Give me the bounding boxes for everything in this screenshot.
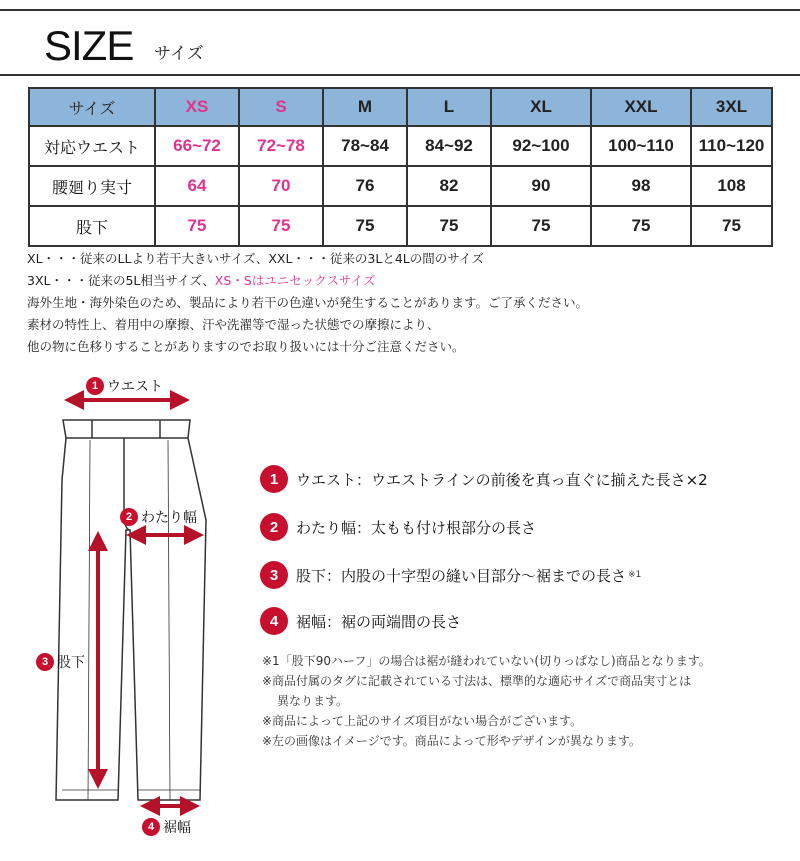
size-header-m: M (323, 88, 407, 126)
table-cell: 75 (323, 206, 407, 246)
table-cell: 100~110 (591, 126, 691, 166)
legend-term: ウエスト (296, 470, 357, 489)
footnote: ※1「股下90ハーフ」の場合は裾が縫われていない(切りっぱなし)商品となります。 (262, 654, 711, 668)
size-notes (27, 248, 588, 358)
top-rule (0, 9, 800, 11)
legend-desc: ：ウエストラインの前後を真っ直ぐに揃えた長さ×2 (356, 470, 708, 489)
table-cell: 84~92 (407, 126, 491, 166)
table-row (29, 166, 772, 206)
footnote: ※左の画像はイメージです。商品によって形やデザインが異なります。 (262, 734, 641, 748)
row-label: 対応ウエスト (29, 126, 155, 166)
size-header-xl: XL (491, 88, 591, 126)
diagram-label-text: ウエスト (107, 379, 163, 395)
legend-item (260, 561, 641, 589)
diagram-label-text: 股下 (57, 655, 85, 671)
legend-footnote-ref: ※1 (628, 570, 642, 580)
table-cell: 75 (155, 206, 239, 246)
note-line: XL・・・従来のLLより若干大きいサイズ、XXL・・・従来の3Lと4Lの間のサイズ (27, 251, 484, 266)
table-cell: 90 (491, 166, 591, 206)
table-cell: 72~78 (239, 126, 323, 166)
table-cell: 92~100 (491, 126, 591, 166)
number-badge: 4 (260, 607, 288, 635)
legend-term: 裾幅 (296, 612, 327, 631)
footnote: ※商品によって上記のサイズ項目がない場合がございます。 (262, 714, 583, 728)
table-cell: 66~72 (155, 126, 239, 166)
title-rule (0, 74, 800, 76)
legend-desc: ：内股の十字型の縫い目部分～裾までの長さ (326, 566, 627, 585)
table-row (29, 126, 772, 166)
pants-diagram (0, 360, 250, 860)
legend-item (260, 465, 708, 493)
table-cell: 64 (155, 166, 239, 206)
diagram-label-inseam (36, 652, 85, 672)
table-cell: 108 (691, 166, 772, 206)
table-cell: 98 (591, 166, 691, 206)
table-cell: 75 (239, 206, 323, 246)
table-cell: 75 (591, 206, 691, 246)
pants-outline (56, 420, 206, 800)
table-cell: 82 (407, 166, 491, 206)
row-label: 股下 (29, 206, 155, 246)
legend-desc: ：裾の両端間の長さ (326, 612, 462, 631)
number-badge: 2 (260, 513, 288, 541)
table-row (29, 206, 772, 246)
page-title: SIZE (44, 22, 134, 69)
footnote: ※商品付属のタグに記載されている寸法は、標準的な適応サイズで商品実寸とは (262, 674, 692, 688)
size-header-xs: XS (155, 88, 239, 126)
table-header-label: サイズ (29, 88, 155, 126)
unisex-note: XS・Sはユニセックスサイズ (214, 273, 376, 288)
table-cell: 70 (239, 166, 323, 206)
table-cell: 75 (491, 206, 591, 246)
legend-desc: ：太もも付け根部分の長さ (356, 518, 537, 537)
table-cell: 78~84 (323, 126, 407, 166)
note-line: 海外生地・海外染色のため、製品により若干の色違いが発生することがあります。ご了承ください。 (27, 295, 589, 310)
diagram-label-waist (86, 376, 163, 396)
page-subtitle: サイズ (154, 44, 204, 64)
number-badge: 4 (142, 818, 160, 836)
table-cell: 76 (323, 166, 407, 206)
table-cell: 110~120 (691, 126, 772, 166)
size-header-xxl: XXL (591, 88, 691, 126)
note-text: 3XL・・・従来の5L相当サイズ、 (27, 273, 215, 288)
note-line (27, 270, 588, 292)
diagram-label-text: 裾幅 (163, 820, 191, 836)
number-badge: 1 (260, 465, 288, 493)
legend-term: 股下 (296, 566, 327, 585)
footnotes (262, 651, 711, 751)
row-label: 腰廻り実寸 (29, 166, 155, 206)
diagram-label-hem (142, 817, 191, 837)
size-header-l: L (407, 88, 491, 126)
number-badge: 2 (120, 508, 138, 526)
table-header-row (29, 88, 772, 126)
table-cell: 75 (407, 206, 491, 246)
table-cell: 75 (691, 206, 772, 246)
footnote: 異なります。 (277, 694, 349, 708)
note-line: 素材の特性上、着用中の摩擦、汗や洗濯等で湿った状態での摩擦により、 (27, 317, 440, 332)
number-badge: 3 (36, 653, 54, 671)
note-line: 他の物に色移りすることがありますのでお取り扱いには十分ご注意ください。 (27, 339, 465, 354)
legend-term: わたり幅 (296, 518, 357, 537)
size-header-3xl: 3XL (691, 88, 772, 126)
diagram-label-text: わたり幅 (141, 510, 197, 526)
number-badge: 1 (86, 377, 104, 395)
legend-item (260, 513, 536, 541)
diagram-label-thigh (120, 507, 197, 527)
size-table (28, 87, 773, 247)
number-badge: 3 (260, 561, 288, 589)
legend-item (260, 607, 461, 635)
size-header-s: S (239, 88, 323, 126)
